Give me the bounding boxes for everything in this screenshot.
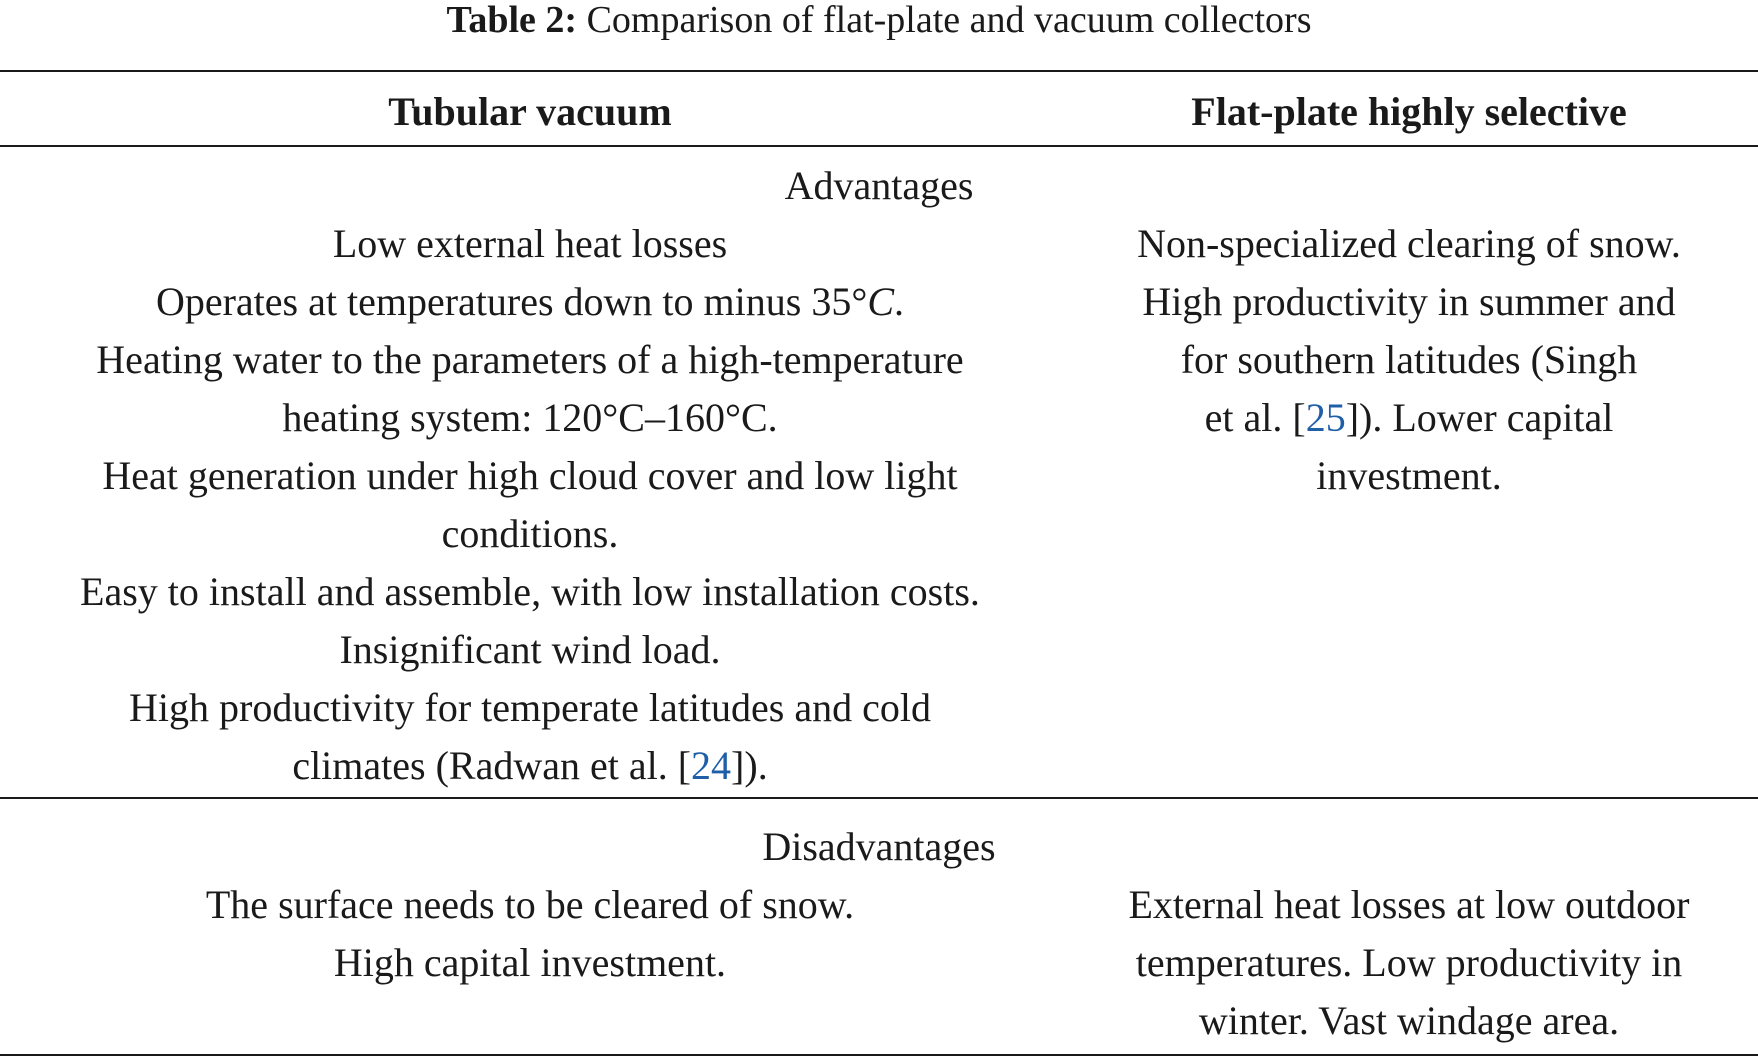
section-title-disadvantages: Disadvantages: [762, 824, 996, 869]
cell-line: et al. [25]). Lower capital: [1204, 395, 1614, 440]
cell-line: climates (Radwan et al. [24]).: [292, 743, 768, 788]
column-header-flat-plate: Flat-plate highly selective: [1191, 89, 1627, 134]
cell-line: High productivity for temperate latitudes and cold: [129, 685, 931, 730]
table-caption-label: Table 2:: [446, 0, 578, 41]
cell-line: investment.: [1316, 453, 1502, 498]
table-bottom-rule: [0, 1054, 1758, 1056]
disadvantages-tubular-vacuum-cell: [0, 876, 1060, 992]
disadvantages-flat-plate-cell: [1060, 876, 1758, 1050]
cell-line: temperatures. Low productivity in: [1135, 940, 1683, 985]
cell-line: winter. Vast windage area.: [1198, 998, 1620, 1043]
table-section-rule: [0, 797, 1758, 799]
table-top-rule: [0, 70, 1758, 72]
cell-line: The surface needs to be cleared of snow.: [205, 882, 855, 927]
reference-link-24[interactable]: 24: [691, 743, 732, 788]
cell-line: Non-specialized clearing of snow.: [1137, 221, 1681, 266]
table-caption: [0, 0, 1758, 40]
cell-line: External heat losses at low outdoor: [1128, 882, 1690, 927]
advantages-flat-plate-cell: [1060, 215, 1758, 505]
column-header-tubular-vacuum: Tubular vacuum: [388, 89, 672, 134]
cell-line: heating system: 120°C–160°C.: [282, 395, 778, 440]
cell-line: High productivity in summer and: [1142, 279, 1676, 324]
cell-line: Easy to install and assemble, with low installation costs.: [80, 569, 980, 614]
advantages-tubular-vacuum-cell: [0, 215, 1060, 795]
cell-line: Heating water to the parameters of a high-temperature: [96, 337, 964, 382]
cell-line: conditions.: [441, 511, 619, 556]
cell-line: Insignificant wind load.: [339, 627, 721, 672]
cell-line: Low external heat losses: [332, 221, 728, 266]
section-title-advantages: Advantages: [784, 163, 974, 208]
reference-link-25[interactable]: 25: [1305, 395, 1346, 440]
table-caption-text: Comparison of flat-plate and vacuum collectors: [586, 0, 1312, 41]
cell-line: High capital investment.: [333, 940, 727, 985]
cell-line: Operates at temperatures down to minus 35°C.: [155, 279, 905, 324]
table-header-rule: [0, 145, 1758, 147]
cell-line: for southern latitudes (Singh: [1180, 337, 1638, 382]
cell-line: Heat generation under high cloud cover and low light: [102, 453, 958, 498]
